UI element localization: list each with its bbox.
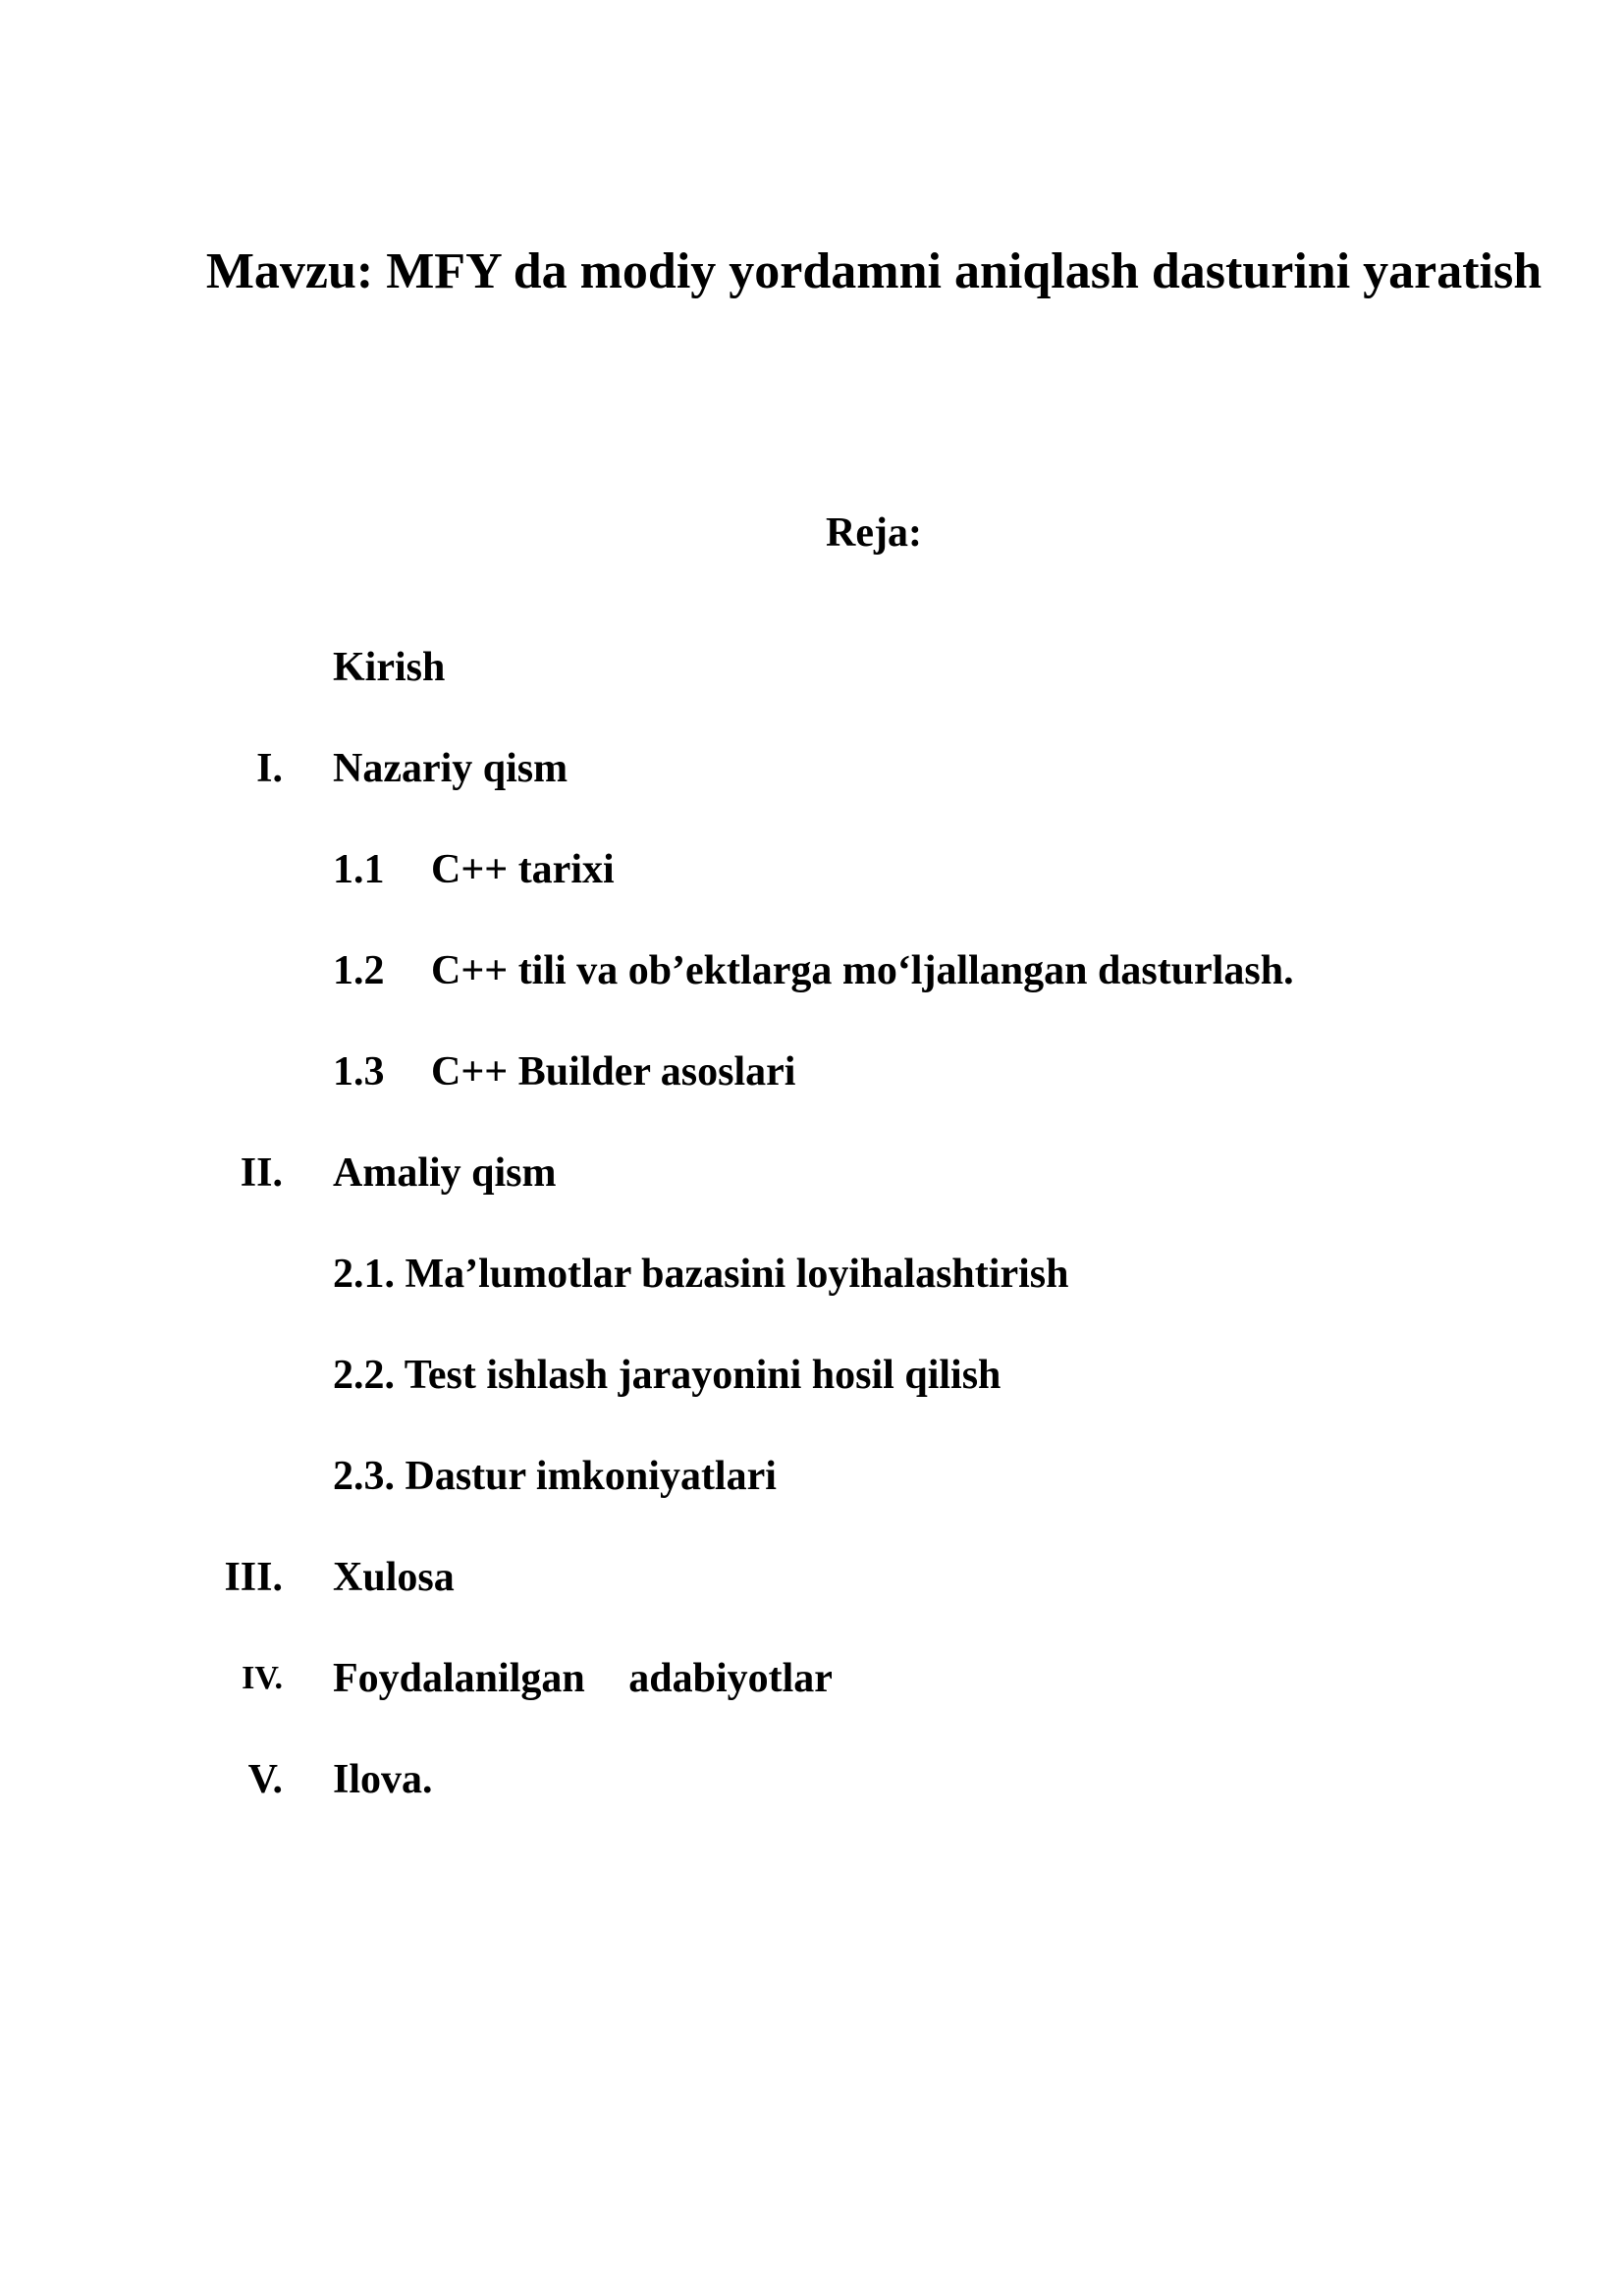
plan-subsection-2-2 (0, 1346, 1624, 1405)
plan-item-label: Kirish (333, 645, 446, 690)
subsection-label: 2.3. Dastur imkoniyatlari (333, 1454, 777, 1499)
subsection-number: 1.3 (333, 1049, 385, 1095)
subsection-number: 1.1 (333, 847, 385, 892)
section-numeral: IV. (242, 1660, 283, 1696)
section-numeral: III. (224, 1555, 283, 1600)
section-label: Nazariy qism (333, 746, 568, 791)
plan-subsection-1-2 (0, 941, 1624, 1000)
plan-section-2 (0, 1144, 1624, 1202)
plan-subsection-2-1 (0, 1245, 1624, 1304)
plan-section-4 (0, 1649, 1624, 1708)
section-label: Ilova. (333, 1757, 433, 1802)
section-label: Amaliy qism (333, 1150, 557, 1196)
plan-section-5 (0, 1750, 1624, 1809)
plan-section-3 (0, 1548, 1624, 1607)
subsection-label: C++ tarixi (431, 847, 615, 892)
subsection-number: 1.2 (333, 948, 385, 993)
subsection-label: C++ tili va ob’ektlarga mo‘ljallangan dasturlash. (431, 948, 1294, 993)
plan-item-intro (0, 638, 1624, 697)
plan-subsection-1-3 (0, 1042, 1624, 1101)
subsection-label: C++ Builder asoslari (431, 1049, 796, 1095)
plan-subsection-1-1 (0, 840, 1624, 899)
subsection-label: 2.1. Ma’lumotlar bazasini loyihalashtirish (333, 1252, 1069, 1297)
section-numeral: V. (247, 1757, 283, 1802)
section-label: Foydalanilgan adabiyotlar (333, 1656, 833, 1701)
document-title: Mavzu: MFY da modiy yordamni aniqlash dasturini yaratish (205, 243, 1543, 299)
plan-section-1 (0, 739, 1624, 798)
section-numeral: II. (240, 1150, 283, 1196)
plan-subsection-2-3 (0, 1447, 1624, 1506)
plan-heading: Reja: (826, 510, 922, 556)
subsection-label: 2.2. Test ishlash jarayonini hosil qilish (333, 1353, 1001, 1398)
section-label: Xulosa (333, 1555, 455, 1600)
section-numeral: I. (256, 746, 283, 791)
